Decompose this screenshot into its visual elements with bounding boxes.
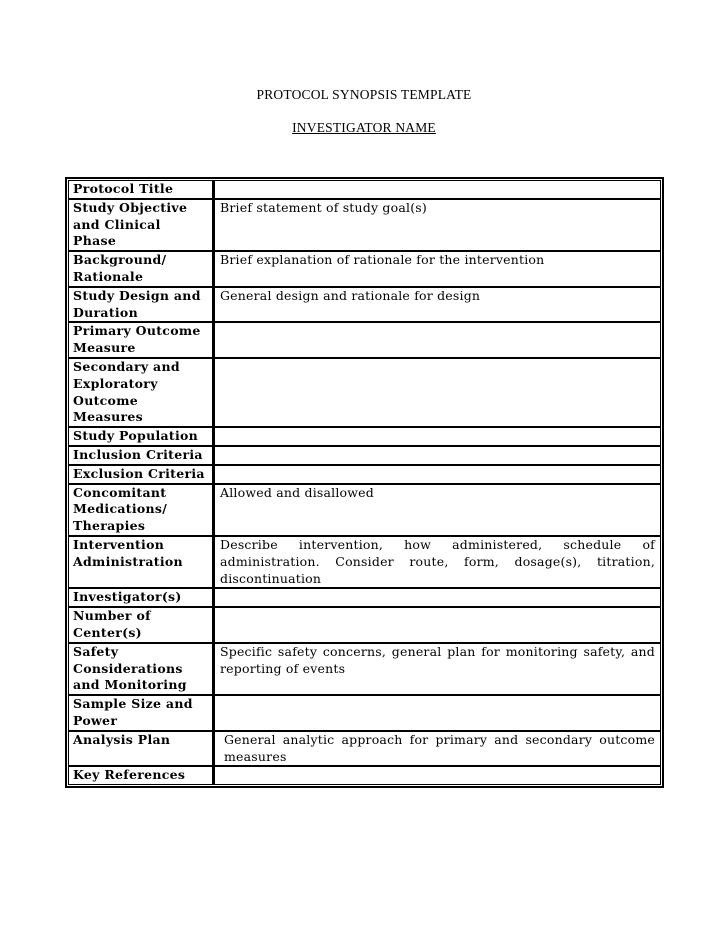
table-row (68, 446, 661, 465)
table-row (68, 251, 661, 287)
row-value-study-population (214, 427, 661, 446)
row-label-exclusion-criteria: Exclusion Criteria (68, 465, 214, 484)
table-row (68, 322, 661, 358)
table-row (68, 536, 661, 588)
table-row (68, 427, 661, 446)
table-row (68, 766, 661, 785)
table-row (68, 643, 661, 695)
row-label-investigators: Investigator(s) (68, 588, 214, 607)
row-label-number-of-centers: Number of Center(s) (68, 607, 214, 643)
table-row (68, 731, 661, 767)
row-value-inclusion-criteria (214, 446, 661, 465)
investigator-name-heading: INVESTIGATOR NAME (292, 120, 436, 135)
row-label-key-references: Key References (68, 766, 214, 785)
table-row (68, 607, 661, 643)
row-label-study-population: Study Population (68, 427, 214, 446)
row-value-exclusion-criteria (214, 465, 661, 484)
row-label-study-objective: Study Objective and Clinical Phase (68, 199, 214, 251)
table-row (68, 358, 661, 427)
row-value-investigators (214, 588, 661, 607)
row-label-analysis-plan: Analysis Plan (68, 731, 214, 767)
table-row (68, 180, 661, 199)
row-label-safety-considerations: Safety Considerations and Monitoring (68, 643, 214, 695)
table-row (68, 465, 661, 484)
row-label-concomitant-medications: Concomitant Medications/ Therapies (68, 484, 214, 536)
row-value-analysis-plan: General analytic approach for primary and secondary outcome measures (214, 731, 661, 767)
table-row (68, 588, 661, 607)
table-row (68, 484, 661, 536)
row-label-sample-size: Sample Size and Power (68, 695, 214, 731)
row-value-sample-size (214, 695, 661, 731)
row-label-study-design: Study Design and Duration (68, 287, 214, 323)
row-label-primary-outcome: Primary Outcome Measure (68, 322, 214, 358)
row-value-secondary-outcome (214, 358, 661, 427)
table-row (68, 199, 661, 251)
row-label-inclusion-criteria: Inclusion Criteria (68, 446, 214, 465)
table-row (68, 695, 661, 731)
row-value-key-references (214, 766, 661, 785)
row-value-primary-outcome (214, 322, 661, 358)
table-row (68, 287, 661, 323)
row-value-number-of-centers (214, 607, 661, 643)
row-value-background: Brief explanation of rationale for the intervention (214, 251, 661, 287)
row-label-background: Background/ Rationale (68, 251, 214, 287)
row-value-concomitant-medications: Allowed and disallowed (214, 484, 661, 536)
row-value-study-design: General design and rationale for design (214, 287, 661, 323)
row-value-safety-considerations: Specific safety concerns, general plan for monitoring safety, and reporting of events (214, 643, 661, 695)
row-value-protocol-title (214, 180, 661, 199)
row-label-protocol-title: Protocol Title (68, 180, 214, 199)
row-value-intervention-administration: Describe intervention, how administered, schedule of administration. Consider route, form, dosage(s), titration, discontinuation (214, 536, 661, 588)
row-label-secondary-outcome: Secondary and Exploratory Outcome Measures (68, 358, 214, 427)
row-value-study-objective: Brief statement of study goal(s) (214, 199, 661, 251)
protocol-synopsis-table (65, 177, 664, 788)
document-title: PROTOCOL SYNOPSIS TEMPLATE (256, 87, 472, 102)
row-label-intervention-administration: Intervention Administration (68, 536, 214, 588)
